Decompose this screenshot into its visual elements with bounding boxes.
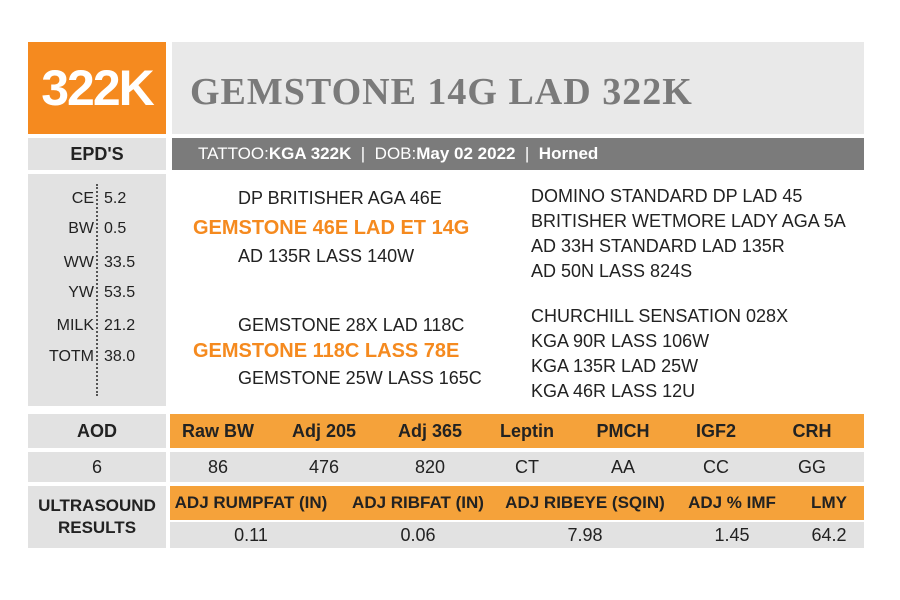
sire-sire: DP BRITISHER AGA 46E — [238, 188, 442, 208]
separator: | — [351, 144, 375, 163]
ultrasound-header: ADJ % IMF — [688, 493, 776, 512]
ultrasound-label-line1: ULTRASOUND — [38, 496, 156, 515]
epd-value: 38.0 — [104, 348, 136, 365]
info-bar — [172, 138, 864, 170]
tattoo-label: TATTOO: — [198, 144, 269, 163]
sire-name: GEMSTONE 46E LAD ET 14G — [193, 217, 470, 239]
trait-header-row — [170, 414, 864, 448]
trait-value: 820 — [414, 457, 446, 477]
sire-ancestor: AD 50N LASS 824S — [531, 261, 693, 281]
lot-number-badge: 322K — [28, 42, 166, 134]
trait-header: IGF2 — [695, 421, 737, 441]
ultrasound-header: LMY — [811, 493, 847, 512]
epd-label: BW — [68, 220, 94, 237]
epd-value: 33.5 — [104, 254, 136, 271]
ultrasound-value: 0.06 — [400, 525, 436, 545]
trait-header: PMCH — [596, 421, 650, 441]
dob-label: DOB: — [374, 144, 417, 163]
trait-value: CC — [703, 457, 729, 477]
epd-label: TOTM — [48, 348, 94, 365]
dam-dam: GEMSTONE 25W LASS 165C — [238, 368, 482, 388]
dob-value: May 02 2022 — [416, 144, 516, 163]
horn-status: Horned — [538, 144, 599, 163]
ultrasound-header: ADJ RUMPFAT (IN) — [174, 493, 328, 512]
epd-label: MILK — [56, 317, 94, 334]
dam-ancestor: KGA 135R LAD 25W — [531, 356, 699, 376]
ultrasound-value: 0.11 — [234, 525, 268, 545]
epd-value: 53.5 — [104, 284, 136, 301]
ultrasound-value: 64.2 — [811, 525, 847, 545]
epd-header: EPD'S — [28, 138, 166, 170]
sire-ancestor: DOMINO STANDARD DP LAD 45 — [531, 186, 803, 206]
ultrasound-value: 7.98 — [567, 525, 603, 545]
dam-name: GEMSTONE 118C LASS 78E — [193, 340, 460, 362]
dam-sire: GEMSTONE 28X LAD 118C — [238, 315, 465, 335]
sire-ancestor: AD 33H STANDARD LAD 135R — [531, 236, 785, 256]
epd-label: CE — [71, 190, 94, 207]
ultrasound-header: ADJ RIBFAT (IN) — [352, 493, 484, 512]
epd-label: YW — [68, 284, 94, 301]
dam-ancestor: KGA 90R LASS 106W — [531, 331, 710, 351]
epd-divider — [96, 184, 98, 396]
ultrasound-label-line2: RESULTS — [57, 518, 137, 537]
ultrasound-label — [28, 486, 166, 548]
trait-value-row — [170, 452, 864, 482]
separator: | — [515, 144, 539, 163]
ultrasound-header: ADJ RIBEYE (SQIN) — [505, 493, 665, 512]
trait-value: CT — [515, 457, 539, 477]
animal-title: GEMSTONE 14G LAD 322K — [190, 71, 693, 113]
trait-header: Raw BW — [182, 421, 254, 441]
aod-value: 6 — [28, 452, 166, 482]
trait-header: Leptin — [500, 421, 554, 441]
trait-value: GG — [797, 457, 827, 477]
ultrasound-value: 1.45 — [714, 525, 750, 545]
trait-value: AA — [610, 457, 636, 477]
trait-header: Adj 365 — [397, 421, 463, 441]
ultrasound-value-row — [170, 522, 864, 548]
trait-header: Adj 205 — [291, 421, 357, 441]
epd-value: 21.2 — [104, 317, 136, 334]
dam-ancestor: KGA 46R LASS 12U — [531, 381, 696, 401]
trait-header: CRH — [792, 421, 832, 441]
aod-label: AOD — [28, 414, 166, 448]
trait-value: 476 — [308, 457, 340, 477]
ultrasound-header-row — [170, 486, 864, 520]
trait-value: 86 — [207, 457, 229, 477]
epd-value: 0.5 — [104, 220, 127, 237]
epd-value: 5.2 — [104, 190, 127, 207]
tattoo-value: KGA 322K — [268, 144, 352, 163]
dam-ancestor: CHURCHILL SENSATION 028X — [531, 306, 789, 326]
sire-ancestor: BRITISHER WETMORE LADY AGA 5A — [531, 211, 846, 231]
sire-dam: AD 135R LASS 140W — [238, 246, 415, 266]
epd-label: WW — [63, 254, 94, 271]
